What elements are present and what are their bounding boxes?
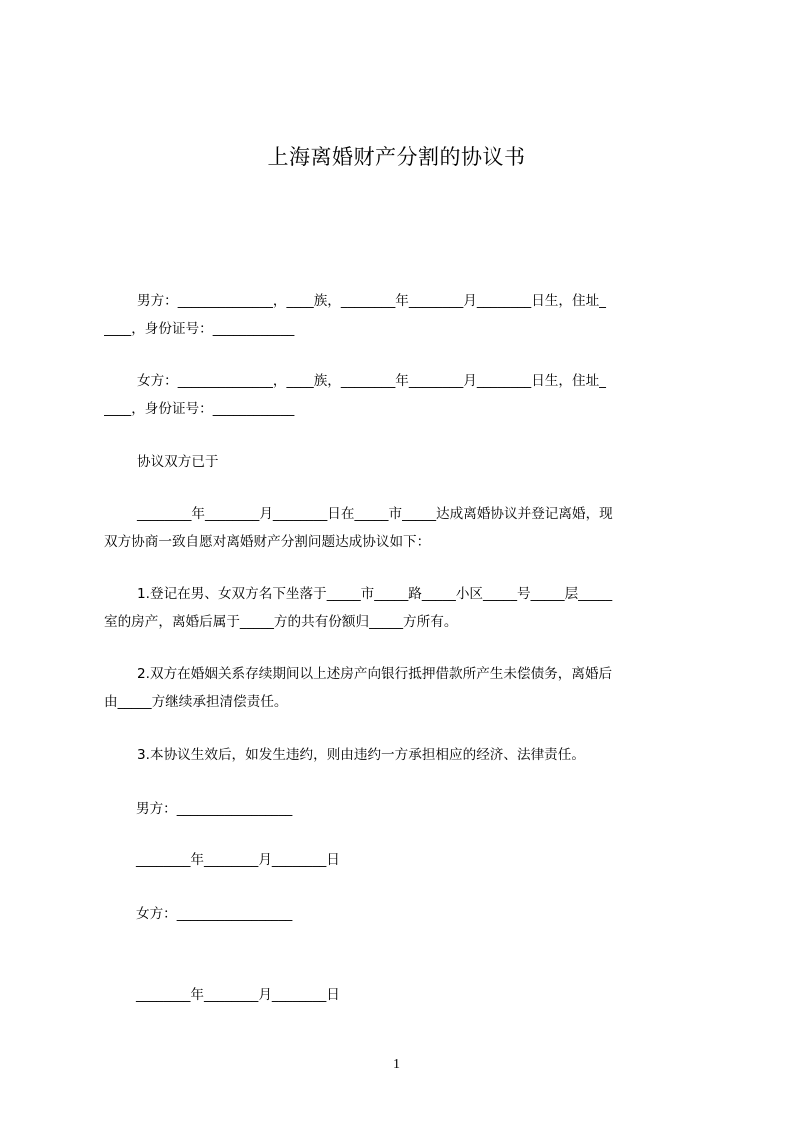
male-info-line-2: ____，身份证号：____________ <box>104 321 295 337</box>
agreement-intro: 协议双方已于 <box>137 454 219 470</box>
female-signature-date: ________年________月________日 <box>136 987 340 1003</box>
male-signature-date: ________年________月________日 <box>136 852 340 868</box>
female-info-line-1: 女方：______________，____族，________年________月________日生，住址_ <box>137 373 606 389</box>
clause-2-line-2: 由_____方继续承担清偿责任。 <box>104 694 288 710</box>
male-info-line-1: 男方：______________，____族，________年________月________日生，住址_ <box>137 293 606 309</box>
male-signature-line: 男方：_________________ <box>136 801 293 817</box>
clause-3: 3.本协议生效后，如发生违约，则由违约一方承担相应的经济、法律责任。 <box>137 747 585 763</box>
female-info-line-2: ____，身份证号：____________ <box>104 401 295 417</box>
clause-1-line-1: 1.登记在男、女双方名下坐落于_____市_____路_____小区_____号_____层_____ <box>137 586 613 602</box>
female-signature-line: 女方：_________________ <box>136 906 293 922</box>
clause-2-line-1: 2.双方在婚姻关系存续期间以上述房产向银行抵押借款所产生未偿债务，离婚后 <box>137 666 613 682</box>
document-title: 上海离婚财产分割的协议书 <box>267 145 526 169</box>
page-number: 1 <box>393 1057 400 1072</box>
agreement-date-line-1: ________年________月________日在_____市_____达成离婚协议并登记离婚，现 <box>137 506 613 522</box>
agreement-date-line-2: 双方协商一致自愿对离婚财产分割问题达成协议如下： <box>104 534 431 550</box>
clause-1-line-2: 室的房产，离婚后属于_____方的共有份额归_____方所有。 <box>104 614 458 630</box>
